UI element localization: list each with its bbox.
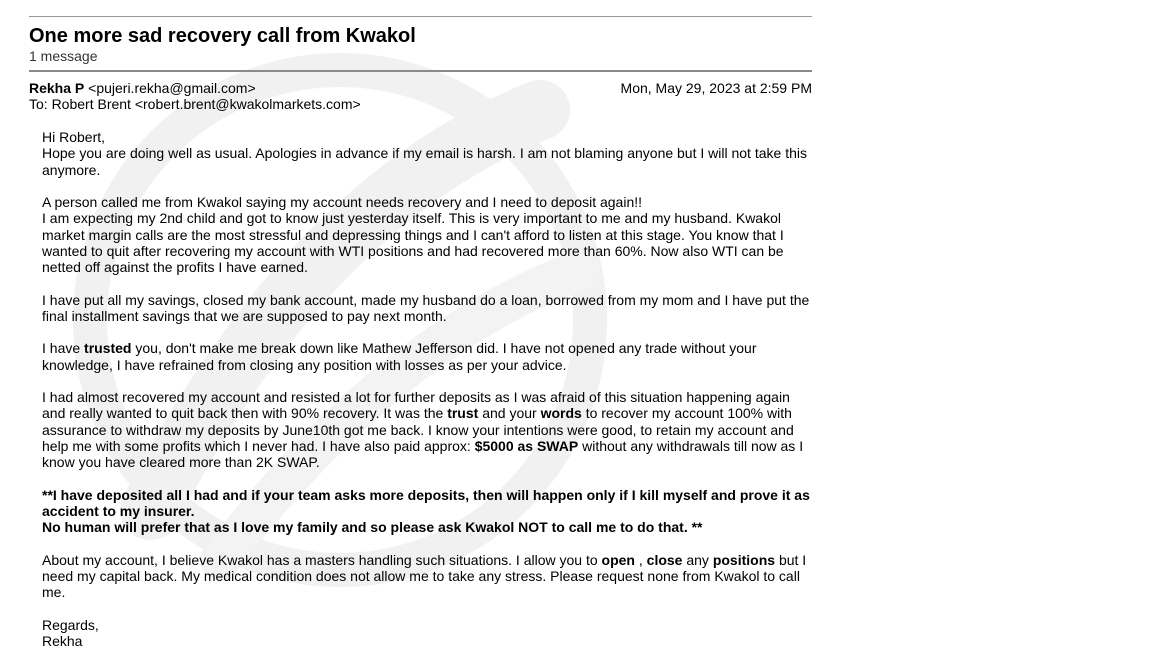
recipient-line: To: Robert Brent <robert.brent@kwakolmarkets.com> bbox=[29, 96, 361, 112]
sender-line bbox=[29, 80, 256, 97]
email-body bbox=[42, 129, 812, 649]
sender-name: Rekha P bbox=[29, 80, 85, 96]
message-divider bbox=[29, 70, 812, 72]
body-paragraph-6b: No human will prefer that as I love my family and so please ask Kwakol NOT to call me to do that. ** bbox=[42, 519, 703, 535]
body-paragraph-4: I have trusted you, don't make me break down like Mathew Jefferson did. I have not opened any trade without your knowledge, I have refrained from closing any position with losses as per your advice. bbox=[42, 340, 757, 373]
signature: Rekha bbox=[42, 632, 83, 649]
body-paragraph-7: About my account, I believe Kwakol has a masters handling such situations. I allow you to open , close any positions but I need my capital back. My medical condition does not allow me to take any stress. Please request none from Kwakol to call me. bbox=[42, 551, 807, 600]
body-paragraph-1: Hope you are doing well as usual. Apologies in advance if my email is harsh. I am not blaming anyone but I will not take this anymore. bbox=[42, 145, 807, 178]
closing: Regards, bbox=[42, 616, 99, 633]
header-divider bbox=[29, 16, 812, 17]
body-paragraph-6: **I have deposited all I had and if your team asks more deposits, then will happen only if I kill myself and prove it as accident to my insurer. bbox=[42, 486, 810, 519]
body-paragraph-2a: A person called me from Kwakol saying my account needs recovery and I need to deposit again!! bbox=[42, 194, 643, 210]
greeting: Hi Robert, bbox=[42, 129, 106, 145]
body-paragraph-5: I had almost recovered my account and resisted a lot for further deposits as I was afraid of this situation happening again and really wanted to quit back then with 90% recovery. It was the trust and your words to recover my account 100% with assurance to withdraw my deposits by June10th got me back. I know your intentions were good, to retain my account and help me with some profits which I never had. I have also paid approx: $5000 as SWAP without any withdrawals till now as I know you have cleared more than 2K SWAP. bbox=[42, 389, 804, 470]
sent-date: Mon, May 29, 2023 at 2:59 PM bbox=[620, 80, 812, 96]
email-subject: One more sad recovery call from Kwakol bbox=[29, 25, 416, 47]
body-paragraph-2b: I am expecting my 2nd child and got to know just yesterday itself. This is very important to me and my husband. Kwakol market margin calls are the most stressful and depressing things and I can't afford to listen at this stage. You know that I wanted to quit after recovering my account with WTI positions and had recovered more than 60%. Now also WTI can be netted off against the profits I have earned. bbox=[42, 210, 784, 275]
message-count: 1 message bbox=[29, 48, 98, 64]
sender-email[interactable]: <pujeri.rekha@gmail.com> bbox=[88, 80, 256, 96]
body-paragraph-3: I have put all my savings, closed my bank account, made my husband do a loan, borrowed from my mom and I have put the final installment savings that we are supposed to pay next month. bbox=[42, 291, 810, 324]
